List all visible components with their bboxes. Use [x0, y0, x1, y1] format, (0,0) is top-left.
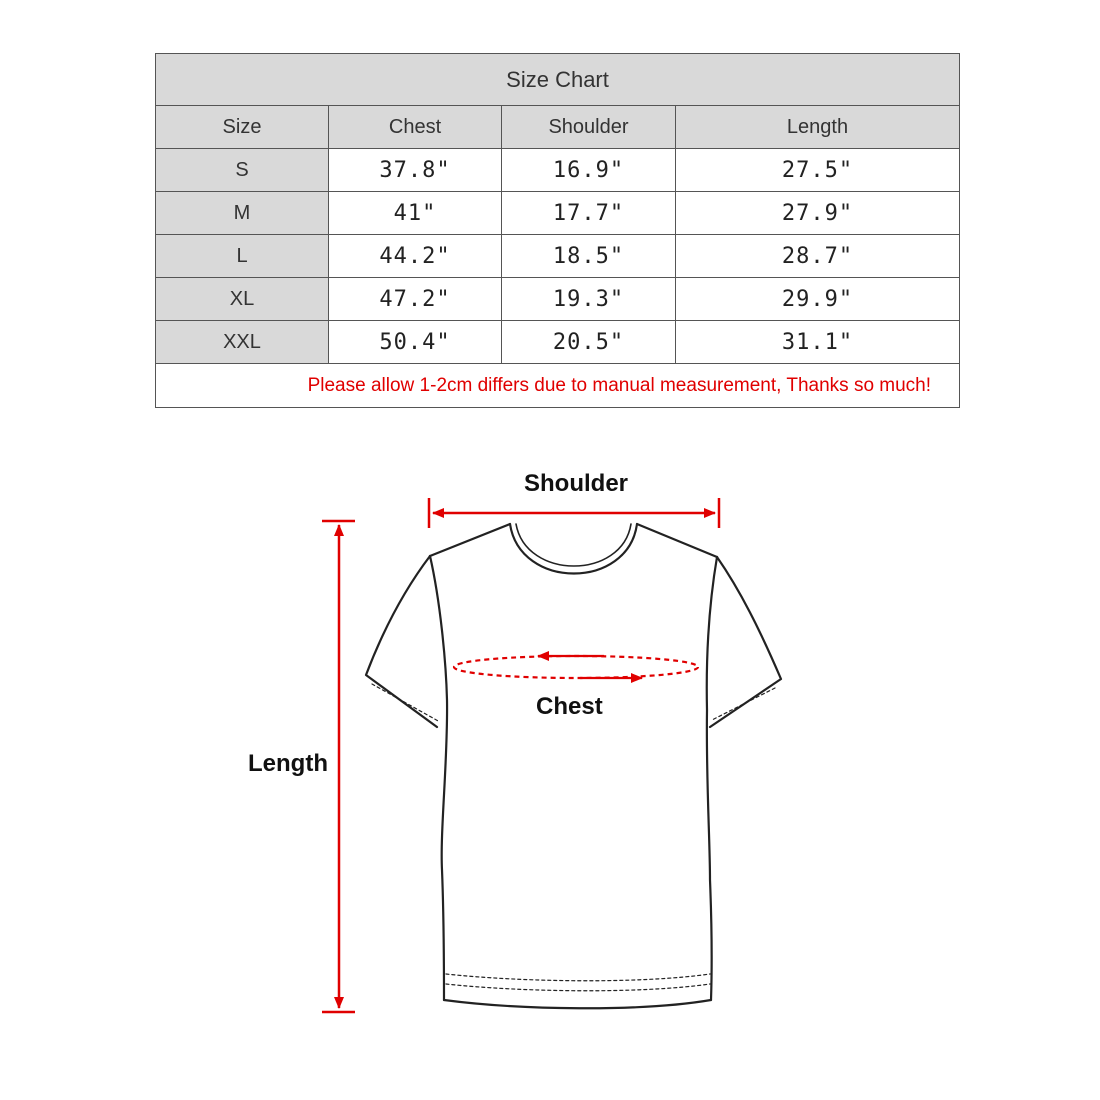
size-cell: XXL [156, 321, 329, 364]
shoulder-cell: 17.7" [502, 192, 676, 235]
header-size: Size [156, 106, 329, 149]
length-arrow [322, 521, 355, 1012]
size-cell: L [156, 235, 329, 278]
shoulder-cell: 20.5" [502, 321, 676, 364]
size-cell: XL [156, 278, 329, 321]
header-shoulder: Shoulder [502, 106, 676, 149]
size-chart-table [155, 53, 960, 408]
chest-arrow [454, 656, 698, 678]
chest-cell: 50.4" [329, 321, 502, 364]
table-row [156, 235, 960, 278]
length-cell: 27.9" [676, 192, 960, 235]
length-label: Length [248, 750, 328, 777]
table-title: Size Chart [156, 54, 960, 106]
length-cell: 31.1" [676, 321, 960, 364]
shoulder-arrow [429, 498, 719, 528]
table-row [156, 149, 960, 192]
chest-cell: 41" [329, 192, 502, 235]
tshirt-outline [366, 524, 781, 1008]
shoulder-cell: 19.3" [502, 278, 676, 321]
size-cell: M [156, 192, 329, 235]
table-header-row [156, 106, 960, 149]
table-row [156, 278, 960, 321]
chest-cell: 37.8" [329, 149, 502, 192]
measurement-note: Please allow 1-2cm differs due to manual measurement, Thanks so much! [156, 364, 960, 408]
table-row [156, 321, 960, 364]
chest-label: Chest [536, 693, 603, 720]
length-cell: 28.7" [676, 235, 960, 278]
chest-cell: 44.2" [329, 235, 502, 278]
chest-cell: 47.2" [329, 278, 502, 321]
shoulder-label: Shoulder [524, 470, 629, 497]
header-chest: Chest [329, 106, 502, 149]
table-row [156, 192, 960, 235]
length-cell: 29.9" [676, 278, 960, 321]
header-length: Length [676, 106, 960, 149]
shoulder-cell: 16.9" [502, 149, 676, 192]
size-cell: S [156, 149, 329, 192]
length-cell: 27.5" [676, 149, 960, 192]
shoulder-cell: 18.5" [502, 235, 676, 278]
